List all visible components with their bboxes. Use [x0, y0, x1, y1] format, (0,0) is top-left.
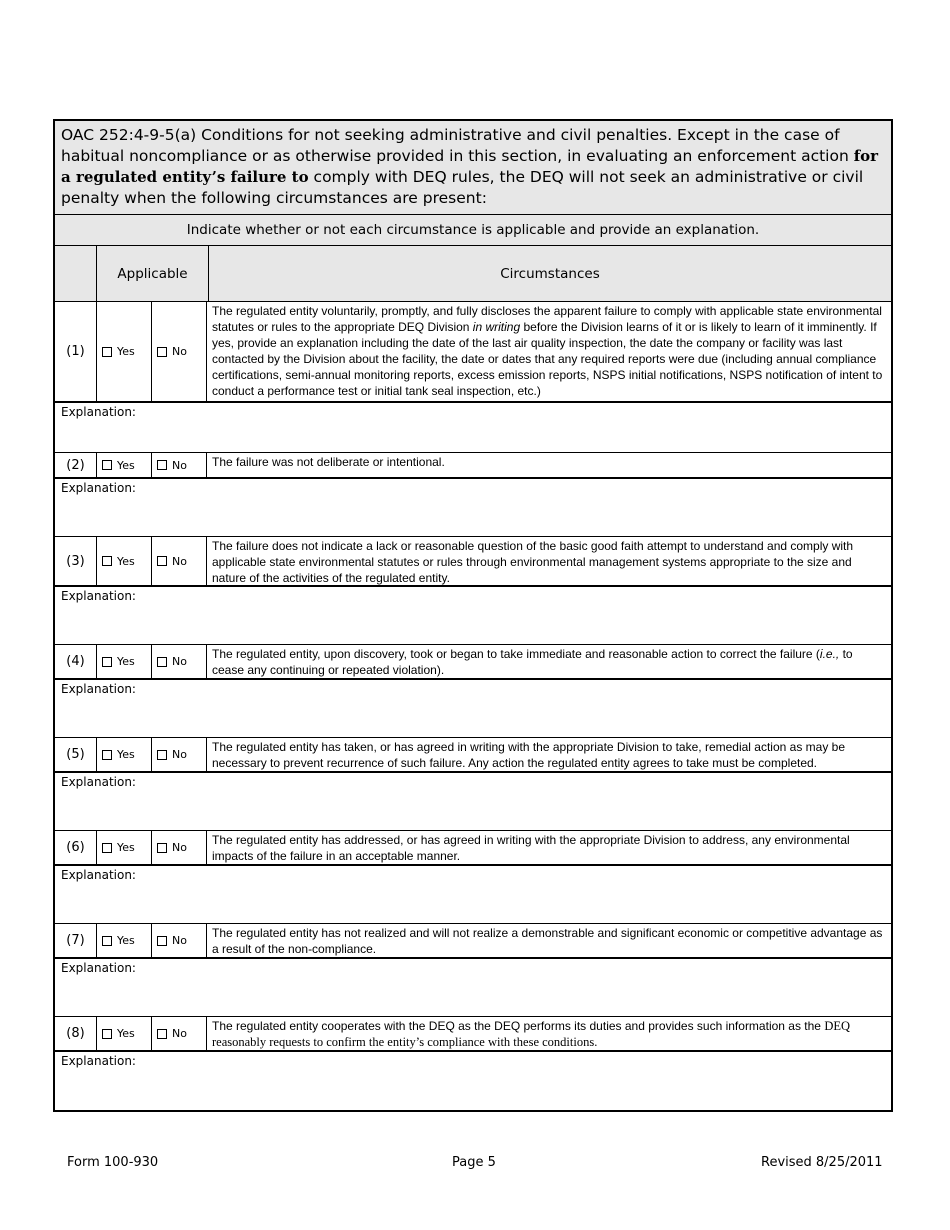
circumstance-text: The regulated entity has addressed, or has agreed in writing with the appropriate Division to address, any environmental impacts of the failure in an acceptable manner.: [212, 833, 850, 863]
explanation-label: Explanation:: [61, 1054, 136, 1068]
yes-checkbox[interactable]: [102, 843, 112, 853]
circumstance-text: The regulated entity, upon discovery, took or began to take immediate and reasonable action to correct the failure (: [212, 647, 820, 661]
no-option[interactable]: [152, 738, 207, 771]
no-checkbox[interactable]: [157, 347, 167, 357]
explanation-label: Explanation:: [61, 868, 136, 882]
no-option[interactable]: [152, 1017, 207, 1050]
circumstance-row: [55, 1017, 891, 1052]
explanation-field[interactable]: [55, 403, 891, 453]
no-checkbox[interactable]: [157, 460, 167, 470]
circumstance-text: The failure does not indicate a lack or reasonable question of the basic good faith attempt to understand and comply with applicable state environmental statutes or rules through environmental management systems appropriate to the size and nature of the activities of the regulated entity.: [212, 539, 854, 585]
explanation-label: Explanation:: [61, 405, 136, 419]
yes-option[interactable]: [97, 645, 152, 678]
circumstance-description: [207, 537, 891, 585]
circumstance-description: [207, 645, 891, 678]
yes-checkbox[interactable]: [102, 460, 112, 470]
yes-label: Yes: [117, 841, 135, 854]
explanation-field[interactable]: [55, 587, 891, 645]
yes-label: Yes: [117, 458, 135, 472]
no-checkbox[interactable]: [157, 657, 167, 667]
explanation-field[interactable]: [55, 680, 891, 738]
no-label: No: [172, 458, 187, 472]
no-label: No: [172, 554, 187, 568]
explanation-field[interactable]: [55, 866, 891, 924]
no-label: No: [172, 934, 187, 947]
yes-label: Yes: [117, 748, 135, 761]
circumstance-row: [55, 453, 891, 479]
header-text-bold: for a regulated entity’s failure to: [61, 147, 879, 186]
circumstance-number: (6): [55, 831, 97, 864]
no-option[interactable]: [152, 831, 207, 864]
no-option[interactable]: [152, 645, 207, 678]
explanation-label: Explanation:: [61, 481, 136, 495]
no-option[interactable]: [152, 302, 207, 401]
circumstance-text-cont: before the Division learns of it or is likely to learn of it imminently. If yes, provide an explanation including the date of the last air quality inspection, the date the company or facility was last contacted by the Division about the facility, the date or dates that any required reports were due (including annual compliance certifications, semi-annual monitoring reports, excess emission reports, NSPS initial notifications, NSPS notification of intent to conduct a performance test or initial tank seal inspection, etc.): [212, 320, 883, 398]
no-checkbox[interactable]: [157, 843, 167, 853]
no-label: No: [172, 1027, 187, 1040]
no-checkbox[interactable]: [157, 936, 167, 946]
circumstance-row: [55, 537, 891, 587]
no-option[interactable]: [152, 537, 207, 585]
yes-checkbox[interactable]: [102, 750, 112, 760]
circumstance-text-italic: in writing: [472, 320, 521, 334]
explanation-field[interactable]: [55, 959, 891, 1017]
no-label: No: [172, 345, 187, 358]
explanation-field[interactable]: [55, 1052, 891, 1110]
circumstance-number: (4): [55, 645, 97, 678]
no-option[interactable]: [152, 453, 207, 477]
regulation-header: [55, 121, 891, 215]
yes-option[interactable]: [97, 831, 152, 864]
explanation-label: Explanation:: [61, 961, 136, 975]
number-column-header: [55, 246, 97, 301]
yes-option[interactable]: [97, 453, 152, 477]
no-checkbox[interactable]: [157, 556, 167, 566]
explanation-label: Explanation:: [61, 682, 136, 696]
header-text-1: OAC 252:4-9-5(a) Conditions for not seeking administrative and civil penalties. Except in the case of habitual noncompliance or as otherwise provided in this section, in evaluating an enforcement action: [61, 126, 854, 165]
yes-option[interactable]: [97, 924, 152, 957]
yes-option[interactable]: [97, 537, 152, 585]
circumstance-text: The regulated entity has taken, or has agreed in writing with the appropriate Division to take, remedial action as may be necessary to prevent recurrence of such failure. Any action the regulated entity agrees to take must be completed.: [212, 740, 846, 770]
circumstance-text: The failure was not deliberate or intentional.: [212, 455, 445, 469]
form-number: Form 100-930: [67, 1155, 159, 1170]
circumstance-rows: [55, 302, 891, 1110]
circumstance-number: (3): [55, 537, 97, 585]
yes-label: Yes: [117, 655, 135, 668]
circumstance-row: [55, 831, 891, 866]
circumstance-number: (8): [55, 1017, 97, 1050]
no-option[interactable]: [152, 924, 207, 957]
circumstance-text-italic: i.e.,: [819, 647, 840, 661]
yes-option[interactable]: [97, 1017, 152, 1050]
penalty-conditions-form: [53, 119, 893, 1112]
yes-checkbox[interactable]: [102, 347, 112, 357]
circumstance-row: [55, 302, 891, 403]
no-label: No: [172, 748, 187, 761]
yes-checkbox[interactable]: [102, 556, 112, 566]
circumstance-text-serif: DEQ reasonably requests to confirm the entity’s compliance with these conditions.: [212, 1019, 851, 1049]
circumstance-description: [207, 738, 891, 771]
circumstance-description: [207, 453, 891, 477]
explanation-label: Explanation:: [61, 775, 136, 789]
no-label: No: [172, 841, 187, 854]
no-checkbox[interactable]: [157, 1029, 167, 1039]
explanation-label: Explanation:: [61, 589, 136, 603]
revision-date: Revised 8/25/2011: [761, 1155, 883, 1170]
circumstance-number: (7): [55, 924, 97, 957]
yes-checkbox[interactable]: [102, 657, 112, 667]
circumstances-column-header: Circumstances: [500, 265, 600, 282]
applicable-column-header: Applicable: [97, 246, 209, 301]
yes-label: Yes: [117, 554, 135, 568]
circumstance-description: [207, 924, 891, 957]
circumstance-description: [207, 831, 891, 864]
yes-checkbox[interactable]: [102, 1029, 112, 1039]
explanation-field[interactable]: [55, 479, 891, 537]
no-label: No: [172, 655, 187, 668]
circumstance-text: The regulated entity has not realized and will not realize a demonstrable and significant economic or competitive advantage as a result of the non-compliance.: [212, 926, 883, 956]
yes-label: Yes: [117, 934, 135, 947]
yes-option[interactable]: [97, 302, 152, 401]
circumstance-number: (2): [55, 453, 97, 477]
circumstance-row: [55, 645, 891, 680]
explanation-field[interactable]: [55, 773, 891, 831]
circumstance-row: [55, 738, 891, 773]
circumstance-number: (5): [55, 738, 97, 771]
no-checkbox[interactable]: [157, 750, 167, 760]
yes-checkbox[interactable]: [102, 936, 112, 946]
instruction-text: Indicate whether or not each circumstance is applicable and provide an explanation.: [55, 215, 891, 246]
circumstance-text: The regulated entity cooperates with the DEQ as the DEQ performs its duties and provides such information as the: [212, 1019, 825, 1033]
yes-label: Yes: [117, 345, 135, 358]
yes-option[interactable]: [97, 738, 152, 771]
circumstance-description: [207, 1017, 891, 1050]
yes-label: Yes: [117, 1027, 135, 1040]
circumstance-text: The regulated entity voluntarily, promptly, and fully discloses the apparent failure to comply with applicable state environmental statutes or rules to the appropriate DEQ Division: [212, 304, 882, 334]
circumstance-text-cont: to cease any continuing or repeated violation).: [212, 647, 853, 677]
column-headers: [55, 246, 891, 302]
circumstance-number: (1): [55, 302, 97, 401]
header-text-2: comply with DEQ rules, the DEQ will not seek an administrative or civil penalty when the following circumstances are present:: [61, 168, 864, 207]
circumstance-description: [207, 302, 891, 401]
circumstance-row: [55, 924, 891, 959]
page-number: Page 5: [452, 1155, 496, 1170]
